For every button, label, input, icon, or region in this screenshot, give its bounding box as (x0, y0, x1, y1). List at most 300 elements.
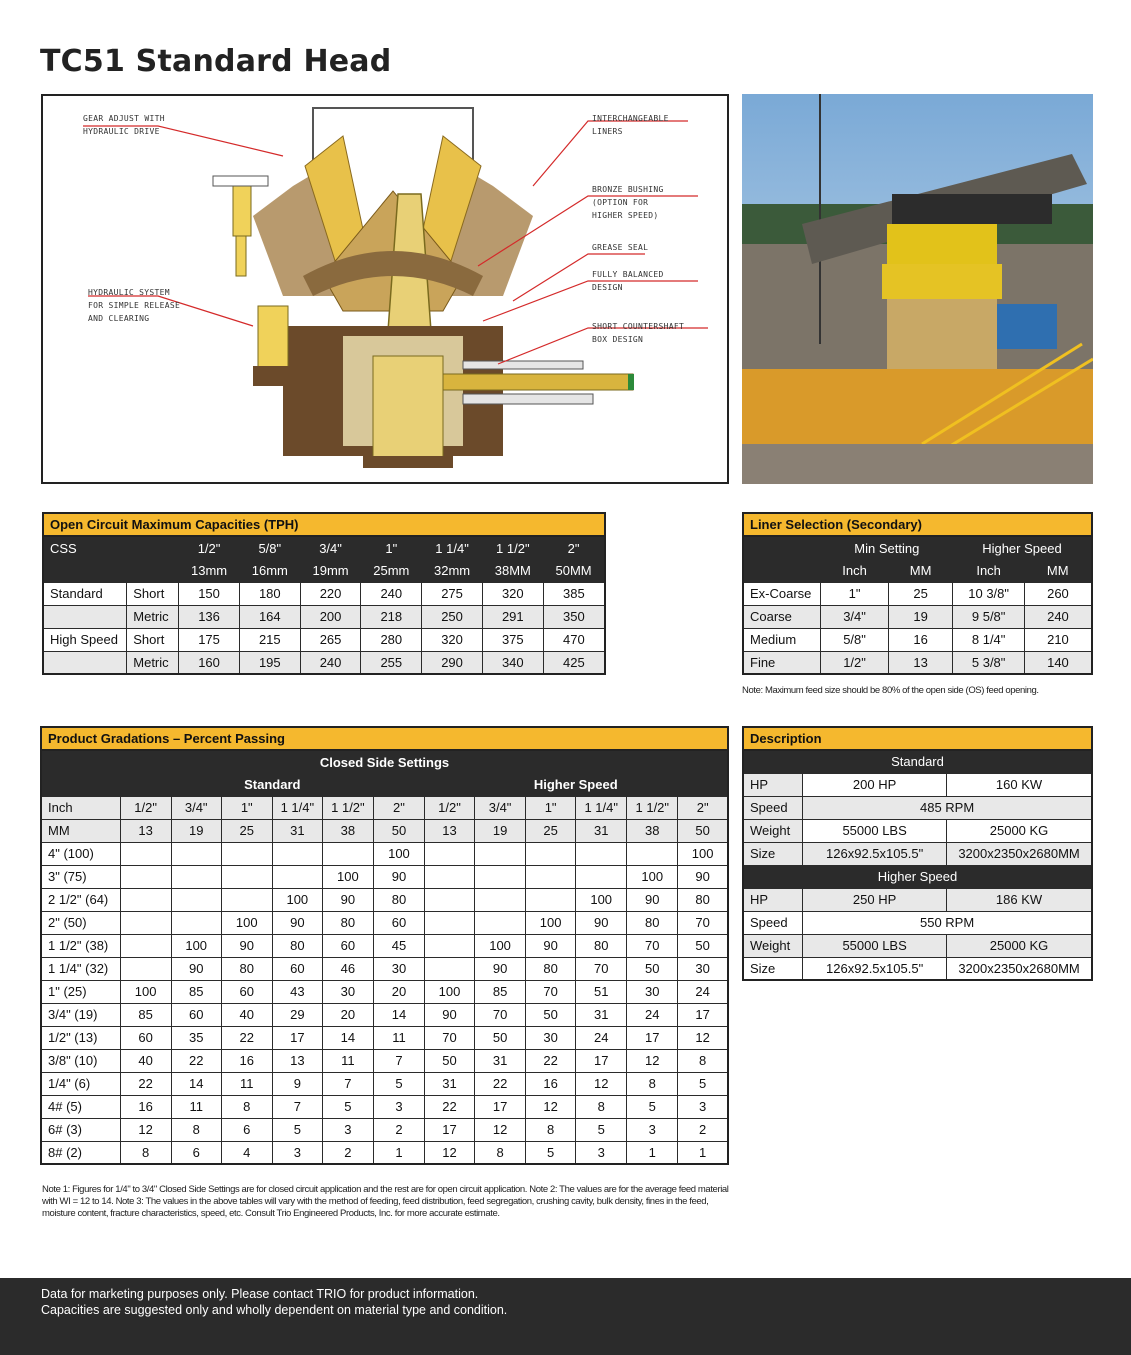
gradations-title: Product Gradations – Percent Passing (41, 727, 728, 750)
callout-short-countershaft: SHORT COUNTERSHAFT BOX DESIGN (592, 322, 685, 344)
liner-unit: MM (1024, 559, 1092, 582)
percent-cell: 5 (322, 1095, 373, 1118)
size-label: 8# (2) (41, 1141, 120, 1164)
percent-cell: 51 (576, 980, 627, 1003)
desc-value: 3200x2350x2680MM (947, 842, 1092, 865)
percent-cell: 11 (373, 1026, 424, 1049)
desc-key: Speed (743, 796, 803, 819)
percent-cell (576, 842, 627, 865)
desc-value: 160 KW (947, 773, 1092, 796)
liner-selection-table (742, 512, 1093, 675)
percent-cell: 12 (678, 1026, 728, 1049)
oc-mm: 38MM (482, 559, 543, 582)
grad-inch: 3/4" (475, 796, 526, 819)
size-label: 3/4" (19) (41, 1003, 120, 1026)
percent-cell (475, 842, 526, 865)
percent-cell: 8 (221, 1095, 272, 1118)
table-row (41, 980, 728, 1003)
desc-higher-label: Higher Speed (743, 865, 1092, 888)
liner-name: Coarse (743, 605, 821, 628)
mm-header-row (41, 819, 728, 842)
grad-inch: 1/2" (120, 796, 171, 819)
table-row (743, 582, 1092, 605)
grad-inch: 1/2" (424, 796, 474, 819)
percent-cell: 7 (322, 1072, 373, 1095)
percent-cell: 17 (272, 1026, 322, 1049)
percent-cell: 6 (221, 1118, 272, 1141)
percent-cell: 100 (678, 842, 728, 865)
percent-cell: 2 (373, 1118, 424, 1141)
table-row (743, 651, 1092, 674)
percent-cell: 100 (475, 934, 526, 957)
size-label: 6# (3) (41, 1118, 120, 1141)
css-label: CSS (43, 536, 179, 559)
percent-cell: 80 (526, 957, 576, 980)
percent-cell (475, 888, 526, 911)
grad-inch: 1 1/4" (576, 796, 627, 819)
percent-cell: 22 (475, 1072, 526, 1095)
callout-interchangeable-liners: INTERCHANGEABLE LINERS (592, 114, 669, 136)
percent-cell: 5 (678, 1072, 728, 1095)
percent-cell: 3 (627, 1118, 678, 1141)
percent-cell: 12 (475, 1118, 526, 1141)
percent-cell: 1 (678, 1141, 728, 1164)
percent-cell: 29 (272, 1003, 322, 1026)
percent-cell: 20 (373, 980, 424, 1003)
liner-cell: 5 3/8" (953, 651, 1025, 674)
capacity-cell: 350 (543, 605, 605, 628)
percent-cell: 80 (576, 934, 627, 957)
percent-cell: 22 (221, 1026, 272, 1049)
percent-cell (424, 957, 474, 980)
percent-cell: 31 (475, 1049, 526, 1072)
size-label: 3/8" (10) (41, 1049, 120, 1072)
closed-side-label: Closed Side Settings (41, 750, 728, 773)
table-row (41, 934, 728, 957)
gradations-note: Note 1: Figures for 1/4" to 3/4" Closed Side Settings are for closed circuit application and the rest are for open circuit application. Note 2: The values are for the average feed material with WI = 12 to 14. Note 3: The values in the above tables will vary with the method of feeding, feed distribution, feed segregation, crushing cavity, bulk density, fines in the feed, moisture content, fracture characteristics, speed, etc. Consult Trio Engineered Products, Inc. for more accurate estimate. (42, 1184, 729, 1219)
oc-mm: 32mm (422, 559, 483, 582)
liner-group-min: Min Setting (821, 536, 953, 559)
percent-cell: 17 (627, 1026, 678, 1049)
size-label: 4# (5) (41, 1095, 120, 1118)
percent-cell (120, 957, 171, 980)
percent-cell: 3 (373, 1095, 424, 1118)
percent-cell: 40 (120, 1049, 171, 1072)
liner-cell: 260 (1024, 582, 1092, 605)
percent-cell (171, 865, 221, 888)
grad-mm: 31 (576, 819, 627, 842)
percent-cell: 8 (678, 1049, 728, 1072)
liner-cell: 240 (1024, 605, 1092, 628)
percent-cell: 30 (678, 957, 728, 980)
mm-label: MM (41, 819, 120, 842)
percent-cell: 90 (171, 957, 221, 980)
grad-mm: 38 (322, 819, 373, 842)
callout-fully-balanced: FULLY BALANCED DESIGN (592, 270, 664, 292)
percent-cell: 70 (678, 911, 728, 934)
percent-cell (171, 888, 221, 911)
callout-gear-adjust: GEAR ADJUST WITH HYDRAULIC DRIVE (83, 114, 165, 136)
percent-cell: 46 (322, 957, 373, 980)
oc-mm: 50MM (543, 559, 605, 582)
table-row (41, 1003, 728, 1026)
capacity-cell: 425 (543, 651, 605, 674)
capacity-cell: 218 (361, 605, 422, 628)
percent-cell: 100 (221, 911, 272, 934)
percent-cell (120, 911, 171, 934)
grad-inch: 1 1/2" (627, 796, 678, 819)
percent-cell: 8 (120, 1141, 171, 1164)
grad-mm: 38 (627, 819, 678, 842)
percent-cell: 13 (272, 1049, 322, 1072)
capacity-cell: 340 (482, 651, 543, 674)
desc-value: 250 HP (803, 888, 947, 911)
percent-cell: 80 (373, 888, 424, 911)
percent-cell: 12 (120, 1118, 171, 1141)
liner-cell: 210 (1024, 628, 1092, 651)
description-title: Description (743, 727, 1092, 750)
desc-key: HP (743, 773, 803, 796)
capacity-cell: 136 (179, 605, 240, 628)
desc-row-speed (743, 796, 1092, 819)
percent-cell: 1 (373, 1141, 424, 1164)
size-label: 1 1/2" (38) (41, 934, 120, 957)
desc-row-speed (743, 911, 1092, 934)
desc-value: 485 RPM (803, 796, 1092, 819)
callout-hydraulic-system: HYDRAULIC SYSTEM FOR SIMPLE RELEASE AND CLEARING (88, 288, 181, 323)
percent-cell: 31 (576, 1003, 627, 1026)
oc-inch: 1" (361, 536, 422, 559)
percent-cell: 40 (221, 1003, 272, 1026)
percent-cell: 70 (576, 957, 627, 980)
desc-key: Speed (743, 911, 803, 934)
percent-cell: 80 (221, 957, 272, 980)
percent-cell: 80 (627, 911, 678, 934)
row-group: Standard (43, 582, 127, 605)
desc-value: 25000 KG (947, 934, 1092, 957)
grad-inch: 1" (526, 796, 576, 819)
percent-cell: 30 (627, 980, 678, 1003)
percent-cell: 70 (526, 980, 576, 1003)
open-circuit-title: Open Circuit Maximum Capacities (TPH) (43, 513, 605, 536)
liner-cell: 9 5/8" (953, 605, 1025, 628)
desc-value: 200 HP (803, 773, 947, 796)
liner-note: Note: Maximum feed size should be 80% of the open side (OS) feed opening. (742, 685, 1039, 696)
capacity-cell: 164 (239, 605, 300, 628)
percent-cell: 16 (120, 1095, 171, 1118)
percent-cell: 12 (576, 1072, 627, 1095)
desc-key: Size (743, 842, 803, 865)
desc-value: 550 RPM (803, 911, 1092, 934)
table-row (43, 605, 605, 628)
percent-cell: 90 (678, 865, 728, 888)
desc-value: 3200x2350x2680MM (947, 957, 1092, 980)
percent-cell: 5 (526, 1141, 576, 1164)
percent-cell: 35 (171, 1026, 221, 1049)
percent-cell: 31 (424, 1072, 474, 1095)
percent-cell: 45 (373, 934, 424, 957)
percent-cell: 90 (526, 934, 576, 957)
grad-mm: 13 (120, 819, 171, 842)
percent-cell: 17 (424, 1118, 474, 1141)
percent-cell: 100 (526, 911, 576, 934)
desc-row-size (743, 842, 1092, 865)
capacity-cell: 265 (300, 628, 361, 651)
row-group (43, 651, 127, 674)
percent-cell: 22 (526, 1049, 576, 1072)
percent-cell: 3 (576, 1141, 627, 1164)
percent-cell: 12 (627, 1049, 678, 1072)
table-row (43, 651, 605, 674)
table-row (41, 1095, 728, 1118)
capacity-cell: 240 (361, 582, 422, 605)
percent-cell: 100 (322, 865, 373, 888)
percent-cell (627, 842, 678, 865)
percent-cell: 7 (373, 1049, 424, 1072)
percent-cell: 50 (627, 957, 678, 980)
percent-cell: 85 (475, 980, 526, 1003)
capacity-cell: 250 (422, 605, 483, 628)
percent-cell: 80 (272, 934, 322, 957)
desc-value: 126x92.5x105.5" (803, 957, 947, 980)
percent-cell: 4 (221, 1141, 272, 1164)
capacity-cell: 215 (239, 628, 300, 651)
capacity-cell: 220 (300, 582, 361, 605)
liner-cell: 1" (821, 582, 889, 605)
grad-mm: 13 (424, 819, 474, 842)
percent-cell (272, 842, 322, 865)
percent-cell: 24 (576, 1026, 627, 1049)
table-row (41, 1141, 728, 1164)
percent-cell: 43 (272, 980, 322, 1003)
percent-cell: 60 (272, 957, 322, 980)
liner-title: Liner Selection (Secondary) (743, 513, 1092, 536)
footer-line-1: Data for marketing purposes only. Please contact TRIO for product information. (41, 1287, 479, 1301)
percent-cell: 30 (373, 957, 424, 980)
table-row (743, 628, 1092, 651)
percent-cell (272, 865, 322, 888)
percent-cell: 16 (526, 1072, 576, 1095)
desc-row-hp (743, 773, 1092, 796)
percent-cell: 22 (424, 1095, 474, 1118)
grad-inch: 3/4" (171, 796, 221, 819)
capacity-cell: 280 (361, 628, 422, 651)
capacity-cell: 200 (300, 605, 361, 628)
size-label: 1/2" (13) (41, 1026, 120, 1049)
table-row (41, 911, 728, 934)
inch-label: Inch (41, 796, 120, 819)
callout-bronze-bushing: BRONZE BUSHING (OPTION FOR HIGHER SPEED) (592, 185, 664, 220)
percent-cell: 24 (627, 1003, 678, 1026)
percent-cell: 11 (171, 1095, 221, 1118)
percent-cell: 30 (322, 980, 373, 1003)
capacity-cell: 150 (179, 582, 240, 605)
percent-cell (424, 911, 474, 934)
percent-cell: 90 (322, 888, 373, 911)
grad-mm: 19 (475, 819, 526, 842)
capacity-cell: 375 (482, 628, 543, 651)
percent-cell: 7 (272, 1095, 322, 1118)
percent-cell: 5 (576, 1118, 627, 1141)
desc-row-weight (743, 819, 1092, 842)
size-label: 1/4" (6) (41, 1072, 120, 1095)
capacity-cell: 385 (543, 582, 605, 605)
desc-row-size (743, 957, 1092, 980)
percent-cell: 50 (475, 1026, 526, 1049)
desc-row-weight (743, 934, 1092, 957)
percent-cell: 11 (322, 1049, 373, 1072)
grad-mm: 25 (526, 819, 576, 842)
capacity-cell: 320 (422, 628, 483, 651)
liner-cell: 5/8" (821, 628, 889, 651)
percent-cell: 90 (272, 911, 322, 934)
capacity-cell: 160 (179, 651, 240, 674)
size-label: 1 1/4" (32) (41, 957, 120, 980)
oc-inch: 1 1/2" (482, 536, 543, 559)
percent-cell (171, 842, 221, 865)
table-row (41, 1118, 728, 1141)
percent-cell (475, 911, 526, 934)
percent-cell: 12 (424, 1141, 474, 1164)
percent-cell: 5 (627, 1095, 678, 1118)
percent-cell: 100 (120, 980, 171, 1003)
percent-cell (475, 865, 526, 888)
desc-value: 55000 LBS (803, 934, 947, 957)
percent-cell: 3 (272, 1141, 322, 1164)
table-row (41, 1072, 728, 1095)
grad-mm: 31 (272, 819, 322, 842)
grad-inch: 2" (678, 796, 728, 819)
percent-cell: 3 (678, 1095, 728, 1118)
grad-mm: 19 (171, 819, 221, 842)
oc-inch: 2" (543, 536, 605, 559)
percent-cell: 3 (322, 1118, 373, 1141)
percent-cell (526, 842, 576, 865)
percent-cell: 100 (424, 980, 474, 1003)
percent-cell (221, 842, 272, 865)
callout-grease-seal: GREASE SEAL (592, 243, 649, 252)
percent-cell: 11 (221, 1072, 272, 1095)
percent-cell: 90 (373, 865, 424, 888)
percent-cell (120, 934, 171, 957)
percent-cell: 2 (678, 1118, 728, 1141)
percent-cell: 14 (322, 1026, 373, 1049)
liner-cell: 19 (888, 605, 953, 628)
desc-standard-label: Standard (743, 750, 1092, 773)
percent-cell: 60 (120, 1026, 171, 1049)
size-label: 4" (100) (41, 842, 120, 865)
row-kind: Metric (127, 651, 179, 674)
percent-cell (526, 888, 576, 911)
percent-cell: 8 (171, 1118, 221, 1141)
capacity-cell: 290 (422, 651, 483, 674)
percent-cell: 17 (475, 1095, 526, 1118)
liner-cell: 10 3/8" (953, 582, 1025, 605)
percent-cell: 8 (526, 1118, 576, 1141)
percent-cell: 8 (627, 1072, 678, 1095)
percent-cell: 100 (627, 865, 678, 888)
percent-cell: 60 (221, 980, 272, 1003)
percent-cell (120, 865, 171, 888)
percent-cell: 6 (171, 1141, 221, 1164)
percent-cell (120, 842, 171, 865)
grad-inch: 1 1/4" (272, 796, 322, 819)
oc-inch: 1/2" (179, 536, 240, 559)
liner-name: Fine (743, 651, 821, 674)
oc-mm: 16mm (239, 559, 300, 582)
oc-inch: 5/8" (239, 536, 300, 559)
percent-cell: 90 (475, 957, 526, 980)
capacity-cell: 320 (482, 582, 543, 605)
percent-cell: 16 (221, 1049, 272, 1072)
percent-cell: 100 (272, 888, 322, 911)
percent-cell: 8 (576, 1095, 627, 1118)
percent-cell: 100 (373, 842, 424, 865)
row-kind: Short (127, 628, 179, 651)
higher-speed-label: Higher Speed (424, 773, 728, 796)
percent-cell: 1 (627, 1141, 678, 1164)
cutaway-diagram (41, 94, 729, 484)
table-row (41, 842, 728, 865)
percent-cell: 8 (475, 1141, 526, 1164)
desc-key: Size (743, 957, 803, 980)
percent-cell (221, 865, 272, 888)
open-circuit-table (42, 512, 606, 675)
desc-key: Weight (743, 934, 803, 957)
capacity-cell: 275 (422, 582, 483, 605)
table-row (41, 888, 728, 911)
percent-cell: 22 (171, 1049, 221, 1072)
capacity-cell: 195 (239, 651, 300, 674)
percent-cell (171, 911, 221, 934)
capacity-cell: 470 (543, 628, 605, 651)
percent-cell: 12 (526, 1095, 576, 1118)
capacity-cell: 291 (482, 605, 543, 628)
percent-cell: 22 (120, 1072, 171, 1095)
capacity-cell: 240 (300, 651, 361, 674)
table-row (43, 628, 605, 651)
row-group: High Speed (43, 628, 127, 651)
grad-mm: 50 (678, 819, 728, 842)
percent-cell: 80 (678, 888, 728, 911)
percent-cell: 5 (272, 1118, 322, 1141)
desc-value: 25000 KG (947, 819, 1092, 842)
grad-mm: 50 (373, 819, 424, 842)
percent-cell: 80 (322, 911, 373, 934)
table-row (41, 865, 728, 888)
grad-inch: 1 1/2" (322, 796, 373, 819)
percent-cell: 9 (272, 1072, 322, 1095)
size-label: 2 1/2" (64) (41, 888, 120, 911)
oc-mm: 19mm (300, 559, 361, 582)
liner-group-higher: Higher Speed (953, 536, 1092, 559)
oc-inch: 1 1/4" (422, 536, 483, 559)
percent-cell: 100 (171, 934, 221, 957)
oc-mm: 13mm (179, 559, 240, 582)
page-title: TC51 Standard Head (40, 44, 392, 79)
percent-cell: 60 (373, 911, 424, 934)
percent-cell: 2 (322, 1141, 373, 1164)
percent-cell (424, 865, 474, 888)
percent-cell (221, 888, 272, 911)
percent-cell: 70 (424, 1026, 474, 1049)
gradations-table (40, 726, 729, 1165)
description-table (742, 726, 1093, 981)
percent-cell: 85 (171, 980, 221, 1003)
percent-cell: 30 (526, 1026, 576, 1049)
percent-cell (322, 842, 373, 865)
liner-cell: 140 (1024, 651, 1092, 674)
